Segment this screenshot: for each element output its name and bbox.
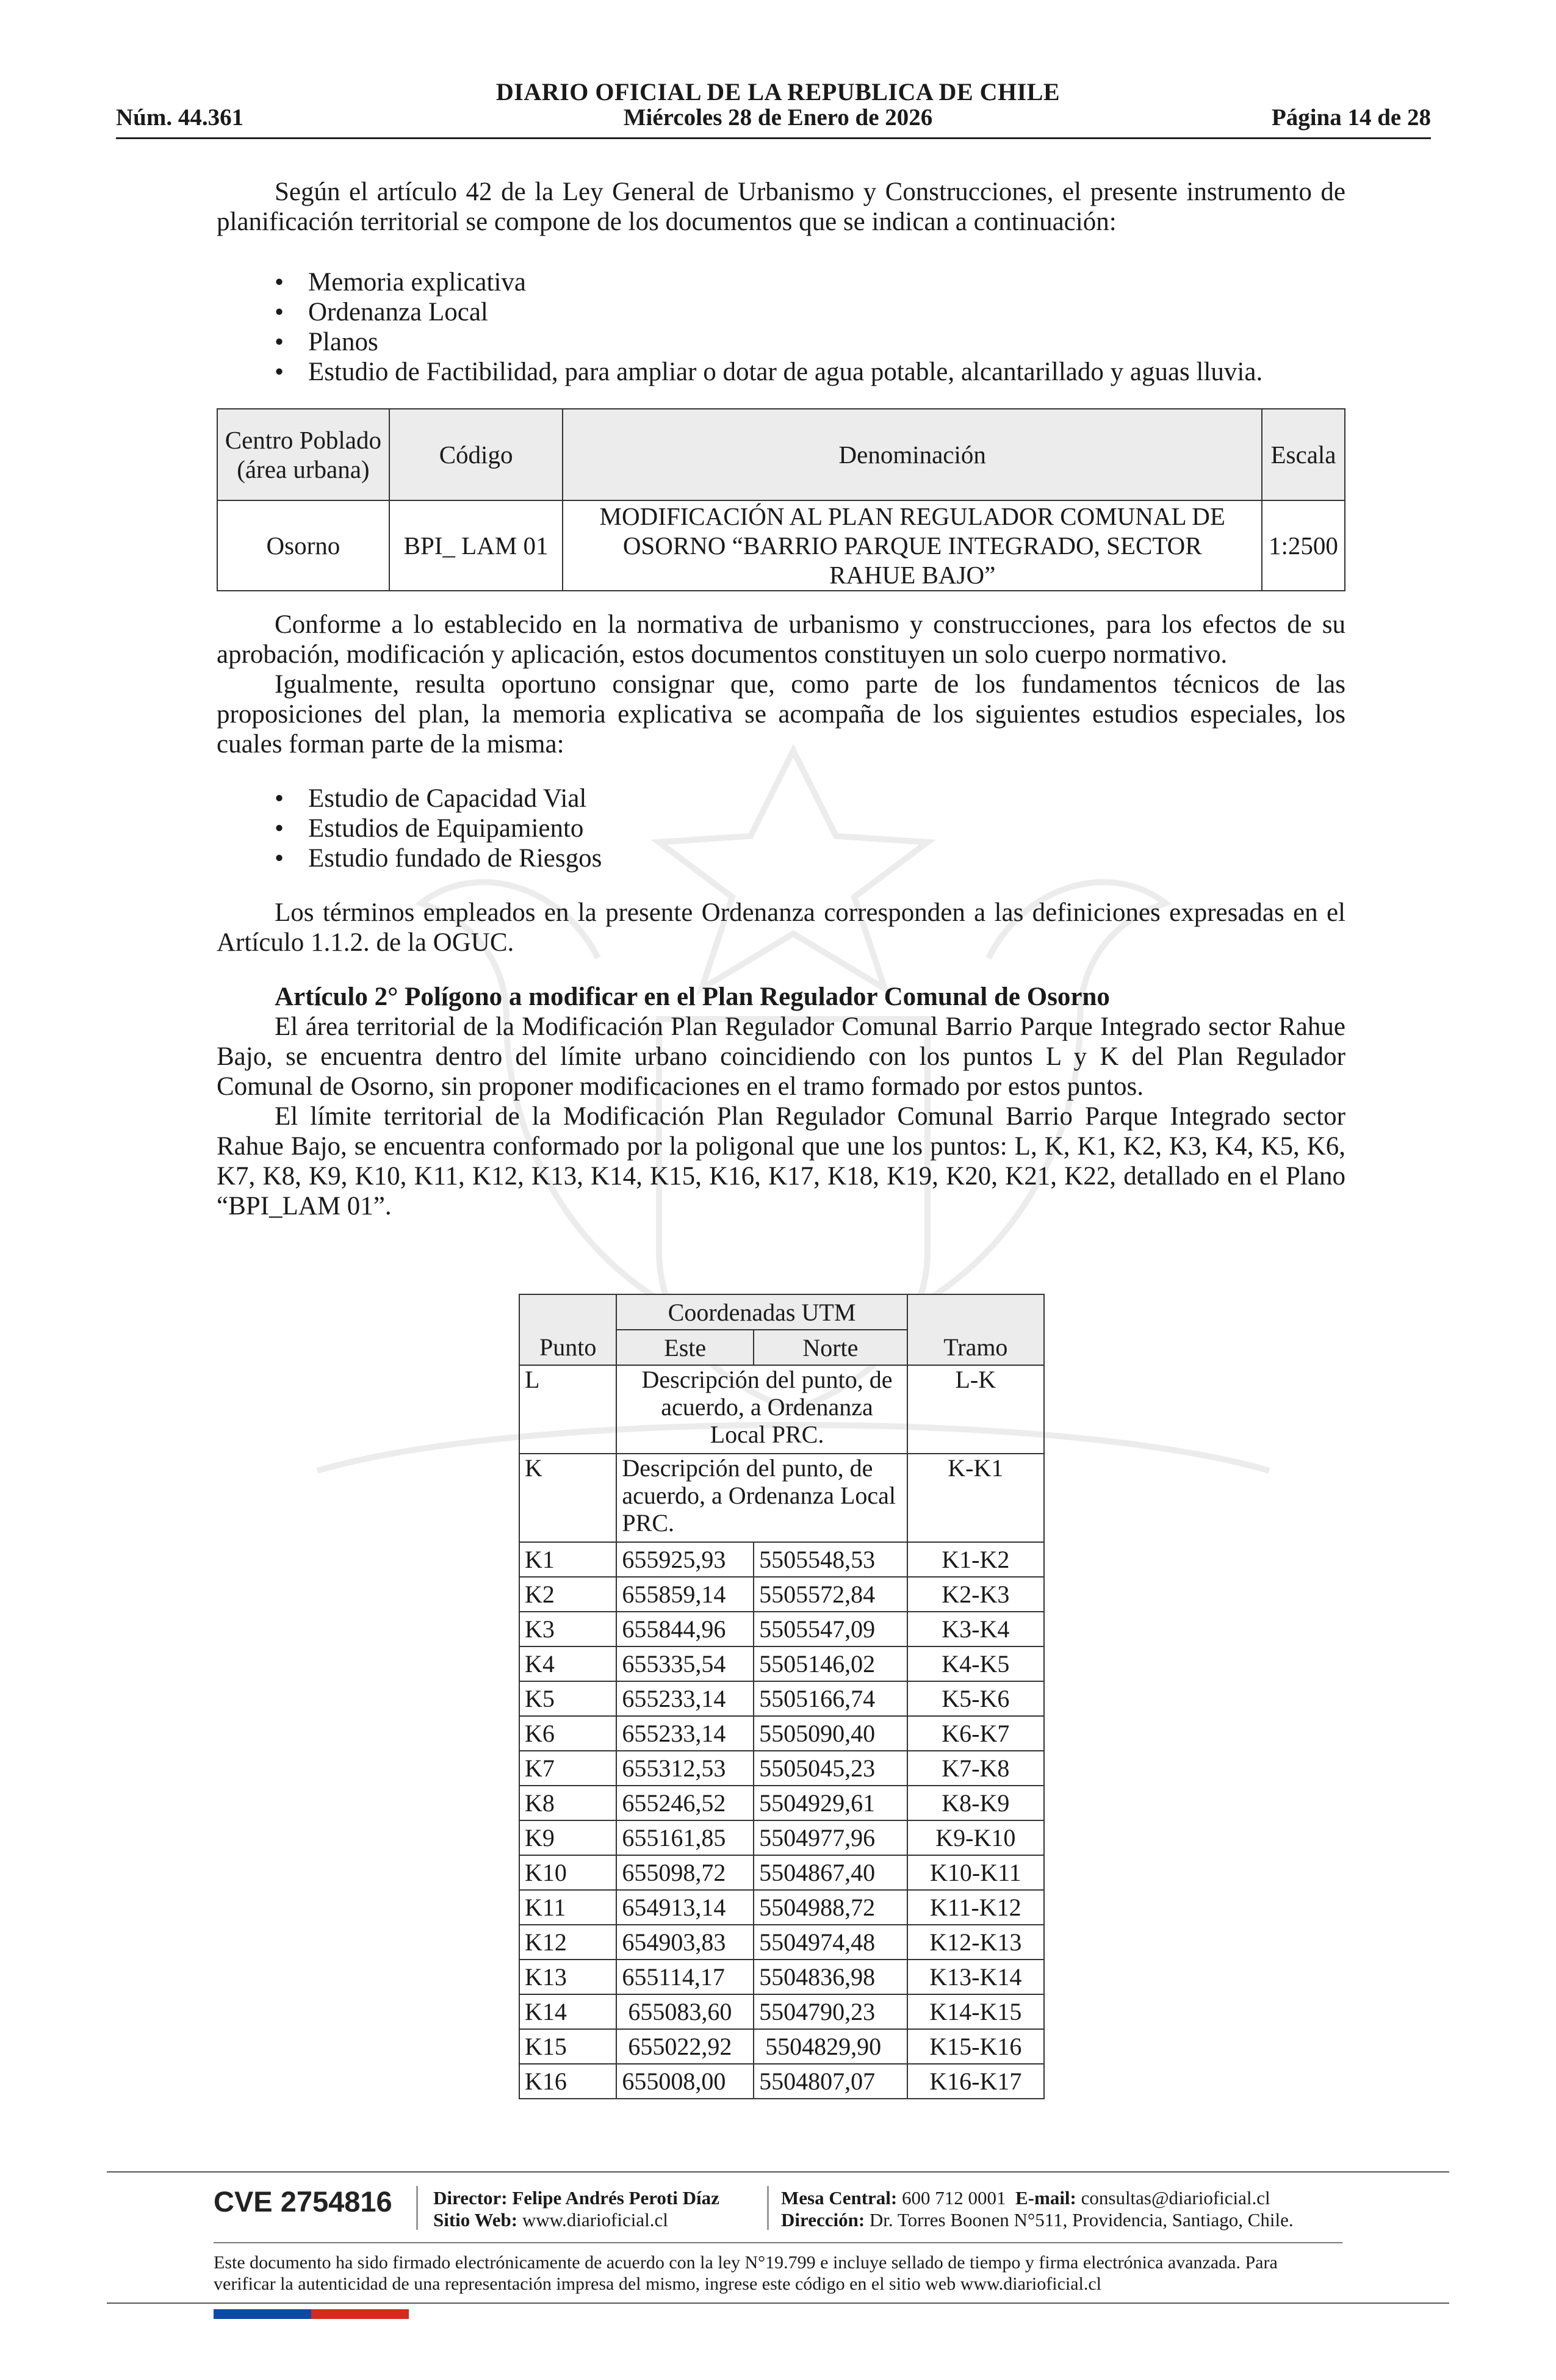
cell-norte: 5504974,48 [754,1925,907,1960]
list-item: • Estudio de Factibilidad, para ampliar o dotar de agua potable, alcantarillado y aguas lluvia. [275,357,1345,387]
cell-este: 655246,52 [616,1786,754,1820]
table-row [519,1960,1044,1994]
cell-este: 655114,17 [616,1960,754,1994]
intro-paragraph: Según el artículo 42 de la Ley General de Urbanismo y Construcciones, el presente instrumento de planificación territorial se compone de los documentos que se indican a continuación: [217,178,1345,236]
col-codigo: Código [389,409,563,500]
list-item: • Estudios de Equipamiento [275,813,1345,843]
cell-punto: K16 [519,2064,616,2099]
cell-este: 655312,53 [616,1751,754,1786]
cell-escala: 1:2500 [1262,500,1345,591]
paragraph-conforme: Conforme a lo establecido en la normativa de urbanismo y construcciones, para los efectos de su aprobación, modificación y aplicación, estos documentos constituyen un solo cuerpo normativo. [217,610,1345,669]
paragraph-igualmente: Igualmente, resulta oportuno consignar que, como parte de los fundamentos técnicos de las proposiciones del plan, la memoria explicativa se acompaña de los siguientes estudios especiales, los cuales forman parte de la misma: [217,670,1345,759]
paragraph-area: El área territorial de la Modificación Plan Regulador Comunal Barrio Parque Integrado sector Rahue Bajo, se encuentra dentro del límite urbano coincidiendo con los puntos L y K del Plan Regulador Comunal de Osorno, sin proponer modificaciones en el tramo formado por estos puntos. [217,1012,1345,1101]
table-header-row [519,1330,1044,1365]
list-item: • Planos [275,327,1345,357]
web-link[interactable]: www.diarioficial.cl [522,2209,668,2230]
flag-stripe-red [311,2309,409,2319]
cell-este: 655083,60 [616,1994,754,2029]
cell-punto: K5 [519,1681,616,1716]
email-label: E-mail: [1015,2187,1076,2209]
cell-punto: K7 [519,1751,616,1786]
cell-tramo: K8-K9 [907,1786,1044,1820]
cell-tramo: K12-K13 [907,1925,1044,1960]
cell-tramo: K1-K2 [907,1542,1044,1577]
col-escala: Escala [1262,409,1345,500]
col-norte: Norte [754,1330,907,1365]
cell-descripcion: Descripción del punto, de acuerdo, a Ordenanza Local PRC. [616,1365,907,1454]
cell-centro-poblado: Osorno [217,500,389,591]
cell-este: 655844,96 [616,1612,754,1646]
cell-norte: 5504929,61 [754,1786,907,1820]
cell-este: 654913,14 [616,1890,754,1925]
gazette-title: DIARIO OFICIAL DE LA REPUBLICA DE CHILE [495,78,1061,106]
paragraph-terminos: Los términos empleados en la presente Ordenanza corresponden a las definiciones expresadas en el Artículo 1.1.2. de la OGUC. [217,898,1345,957]
cell-tramo: K3-K4 [907,1612,1044,1646]
cell-punto: K2 [519,1577,616,1612]
cell-denominacion: MODIFICACIÓN AL PLAN REGULADOR COMUNAL DE OSORNO “BARRIO PARQUE INTEGRADO, SECTOR RAHUE BAJO” [563,500,1262,591]
cell-tramo: K4-K5 [907,1646,1044,1681]
studies-list [217,784,1345,873]
footer-divider [214,2242,1342,2243]
cell-tramo: K11-K12 [907,1890,1044,1925]
page-number: Página 14 de 28 [1271,104,1431,131]
cell-tramo: K16-K17 [907,2064,1044,2099]
cell-punto: K8 [519,1786,616,1820]
table-row [519,1994,1044,2029]
cell-norte: 5504867,40 [754,1855,907,1890]
cell-tramo: K5-K6 [907,1681,1044,1716]
table-row [519,1890,1044,1925]
table-row [519,1855,1044,1890]
cell-punto: K3 [519,1612,616,1646]
mesa-phone: 600 712 0001 [902,2187,1006,2209]
document-body [217,177,1345,1221]
cell-este: 655098,72 [616,1855,754,1890]
address-label: Dirección: [781,2209,865,2230]
cell-tramo: K2-K3 [907,1577,1044,1612]
cell-norte: 5505572,84 [754,1577,907,1612]
cell-norte: 5505146,02 [754,1646,907,1681]
cell-tramo: L-K [907,1365,1044,1454]
cell-norte: 5505045,23 [754,1751,907,1786]
cell-norte: 5505547,09 [754,1612,907,1646]
footer-contact [781,2187,1294,2231]
cell-tramo: K13-K14 [907,1960,1044,1994]
cell-punto: L [519,1365,616,1454]
list-item: • Ordenanza Local [275,297,1345,327]
email-link[interactable]: consultas@diarioficial.cl [1081,2187,1270,2209]
cell-este: 655233,14 [616,1716,754,1751]
cell-este: 655022,92 [616,2029,754,2064]
table-row [519,1542,1044,1577]
footer-divider [107,2171,1449,2173]
list-item: • Memoria explicativa [275,267,1345,297]
mesa-label: Mesa Central: [781,2187,898,2209]
cell-tramo: K10-K11 [907,1855,1044,1890]
cell-punto: K15 [519,2029,616,2064]
cell-punto: K [519,1454,616,1542]
cell-este: 655335,54 [616,1646,754,1681]
cell-tramo: K14-K15 [907,1994,1044,2029]
footer-separator [416,2186,418,2230]
table-row [519,1365,1044,1454]
plan-table [217,408,1345,591]
cell-punto: K4 [519,1646,616,1681]
director-label: Director: [433,2187,508,2209]
cell-punto: K11 [519,1890,616,1925]
cell-punto: K13 [519,1960,616,1994]
cell-norte: 5504988,72 [754,1890,907,1925]
table-row [519,1786,1044,1820]
table-row [519,1646,1044,1681]
cell-tramo: K7-K8 [907,1751,1044,1786]
cell-tramo: K-K1 [907,1454,1044,1542]
table-row [217,500,1345,591]
col-denominacion: Denominación [563,409,1262,500]
cve-code: CVE 2754816 [214,2185,392,2218]
cell-punto: K12 [519,1925,616,1960]
table-row [519,1577,1044,1612]
cell-norte: 5505090,40 [754,1716,907,1751]
footer-divider [107,2302,1449,2304]
header-divider [116,137,1431,139]
director-name: Felipe Andrés Peroti Díaz [512,2187,719,2209]
list-item: • Estudio de Capacidad Vial [275,784,1345,813]
table-row [519,1925,1044,1960]
col-este: Este [616,1330,754,1365]
issue-date: Miércoles 28 de Enero de 2026 [623,104,933,131]
coordinates-table [519,1294,1045,2099]
table-row [519,2064,1044,2099]
table-row [519,1454,1044,1542]
table-row [519,1716,1044,1751]
footer-separator [767,2186,769,2230]
footer-director [433,2187,719,2231]
cell-este: 655859,14 [616,1577,754,1612]
coordinates-rows [519,1542,1044,2099]
cell-este: 655233,14 [616,1681,754,1716]
cell-punto: K6 [519,1716,616,1751]
cell-punto: K1 [519,1542,616,1577]
web-label: Sitio Web: [433,2209,518,2230]
list-item: • Estudio fundado de Riesgos [275,843,1345,873]
table-row [519,1820,1044,1855]
documents-list [217,267,1345,387]
col-coordenadas-utm: Coordenadas UTM [616,1294,907,1330]
table-header-row [519,1294,1044,1330]
col-centro-poblado: Centro Poblado (área urbana) [217,409,389,500]
cell-este: 655925,93 [616,1542,754,1577]
paragraph-limite: El límite territorial de la Modificación Plan Regulador Comunal Barrio Parque Integrado sector Rahue Bajo, se encuentra conformado por la poligonal que une los puntos: L, K, K1, K2, K3, K4, K5, K6, K7, K8, K9, K10, K11, K12, K13, K14, K15, K16, K17, K18, K19, K20, K21, K22, detallado en el Plano “BPI_LAM 01”. [217,1102,1345,1221]
cell-codigo: BPI_ LAM 01 [389,500,563,591]
cell-este: 655008,00 [616,2064,754,2099]
table-header-row [217,409,1345,500]
col-punto: Punto [519,1330,616,1365]
col-tramo: Tramo [907,1330,1044,1365]
flag-stripe-blue [214,2309,311,2319]
cell-tramo: K9-K10 [907,1820,1044,1855]
cell-tramo: K6-K7 [907,1716,1044,1751]
table-row [519,1612,1044,1646]
cell-norte: 5504807,07 [754,2064,907,2099]
cell-norte: 5504836,98 [754,1960,907,1994]
table-row [519,1751,1044,1786]
address-value: Dr. Torres Boonen N°511, Providencia, Santiago, Chile. [869,2209,1294,2230]
issue-number: Núm. 44.361 [116,104,244,131]
table-row [519,1681,1044,1716]
cell-norte: 5504977,96 [754,1820,907,1855]
table-row [519,2029,1044,2064]
cell-tramo: K15-K16 [907,2029,1044,2064]
cell-norte: 5504829,90 [754,2029,907,2064]
legal-notice: Este documento ha sido firmado electrónicamente de acuerdo con la ley N°19.799 e incluye sellado de tiempo y firma electrónica avanzada. Para verificar la autenticidad de una representación impresa del mismo, ingrese este código en el sitio web www.diarioficial.cl [214,2252,1278,2294]
cell-punto: K14 [519,1994,616,2029]
cell-punto: K9 [519,1820,616,1855]
cell-norte: 5505548,53 [754,1542,907,1577]
cell-punto: K10 [519,1855,616,1890]
cell-norte: 5504790,23 [754,1994,907,2029]
cell-este: 654903,83 [616,1925,754,1960]
cell-norte: 5505166,74 [754,1681,907,1716]
cell-este: 655161,85 [616,1820,754,1855]
article-heading: Artículo 2° Polígono a modificar en el Plan Regulador Comunal de Osorno [275,983,1110,1011]
cell-descripcion: Descripción del punto, de acuerdo, a Ordenanza Local PRC. [616,1454,907,1542]
